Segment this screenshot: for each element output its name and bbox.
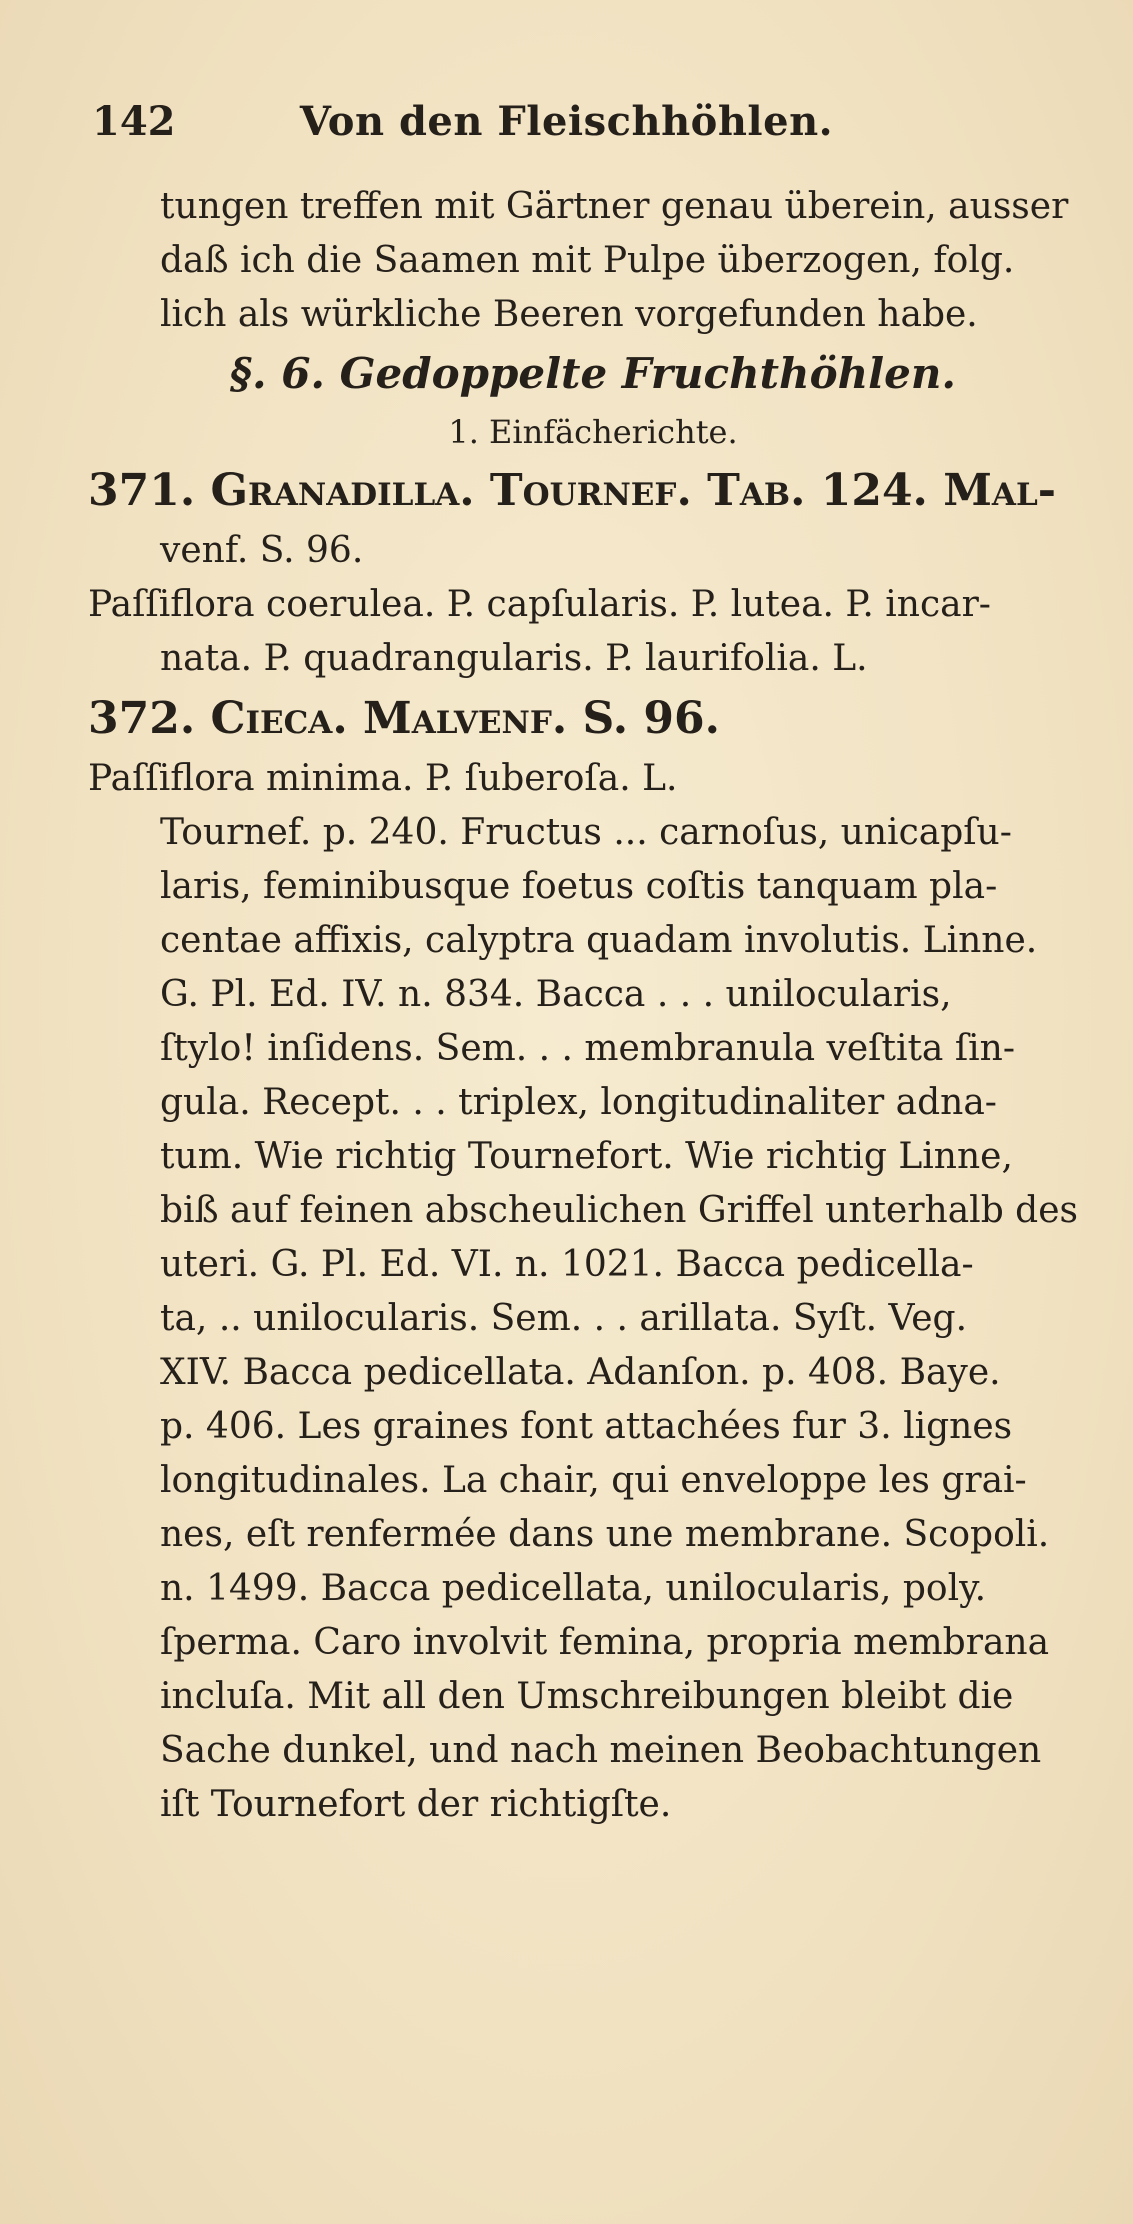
text-line: p. 406. Les graines font attachées fur 3. lignes xyxy=(160,1406,1013,1447)
text-line: nes, eſt renfermée dans une membrane. Scopoli. xyxy=(160,1514,1050,1555)
text-line: incluſa. Mit all den Umschreibungen bleibt die xyxy=(160,1676,1014,1717)
text-line: iſt Tournefort der richtigſte. xyxy=(160,1784,672,1825)
running-head: Von den Fleischhöhlen. xyxy=(299,98,834,145)
text-line: lich als würkliche Beeren vorgefunden habe. xyxy=(160,294,978,335)
text-line: tungen treffen mit Gärtner genau überein, ausser xyxy=(160,186,1069,227)
entry-heading-372: 372. Cieca. Malvenf. S. 96. xyxy=(88,693,720,744)
text-line: Sache dunkel, und nach meinen Beobachtungen xyxy=(160,1730,1042,1771)
text-line: nata. P. quadrangularis. P. laurifolia. L. xyxy=(160,638,868,679)
text-line: venf. S. 96. xyxy=(160,530,364,571)
subsection-heading: 1. Einfächerichte. xyxy=(448,413,738,451)
text-line: ſtylo! inſidens. Sem. . . membranula veſtita ſin- xyxy=(160,1028,1016,1069)
entry-heading-371: 371. Granadilla. Tournef. Tab. 124. Mal- xyxy=(88,465,1057,516)
text-line: n. 1499. Bacca pedicellata, unilocularis, poly. xyxy=(160,1568,987,1609)
text-line: ta, .. unilocularis. Sem. . . arillata. Syſt. Veg. xyxy=(160,1298,968,1339)
text-line: centae affixis, calyptra quadam involutis. Linne. xyxy=(160,920,1038,961)
text-line: tum. Wie richtig Tournefort. Wie richtig Linne, xyxy=(160,1136,1013,1177)
text-line: gula. Recept. . . triplex, longitudinaliter adna- xyxy=(160,1082,997,1123)
text-line: longitudinales. La chair, qui enveloppe les grai- xyxy=(160,1460,1027,1501)
text-line: Paſſiflora minima. P. ſuberoſa. L. xyxy=(88,758,678,799)
text-line: daß ich die Saamen mit Pulpe überzogen, folg. xyxy=(160,240,1015,281)
text-line: ſperma. Caro involvit femina, propria membrana xyxy=(160,1622,1050,1663)
text-line: Paſſiflora coerulea. P. capſularis. P. lutea. P. incar- xyxy=(88,584,991,625)
page-number: 142 xyxy=(92,98,176,145)
page-header xyxy=(0,98,1133,158)
text-line: biß auf feinen abscheulichen Griffel unterhalb des xyxy=(160,1190,1078,1231)
text-line: uteri. G. Pl. Ed. VI. n. 1021. Bacca pedicella- xyxy=(160,1244,974,1285)
section-heading: §. 6. Gedoppelte Fruchthöhlen. xyxy=(230,349,956,398)
page-body xyxy=(88,180,1078,1832)
text-line: XIV. Bacca pedicellata. Adanſon. p. 408. Baye. xyxy=(160,1352,1001,1393)
text-line: Tournef. p. 240. Fructus ... carnoſus, unicapſu- xyxy=(160,812,1012,853)
text-line: laris, feminibusque foetus coſtis tanquam pla- xyxy=(160,866,998,907)
text-line: G. Pl. Ed. IV. n. 834. Bacca . . . unilocularis, xyxy=(160,974,952,1015)
